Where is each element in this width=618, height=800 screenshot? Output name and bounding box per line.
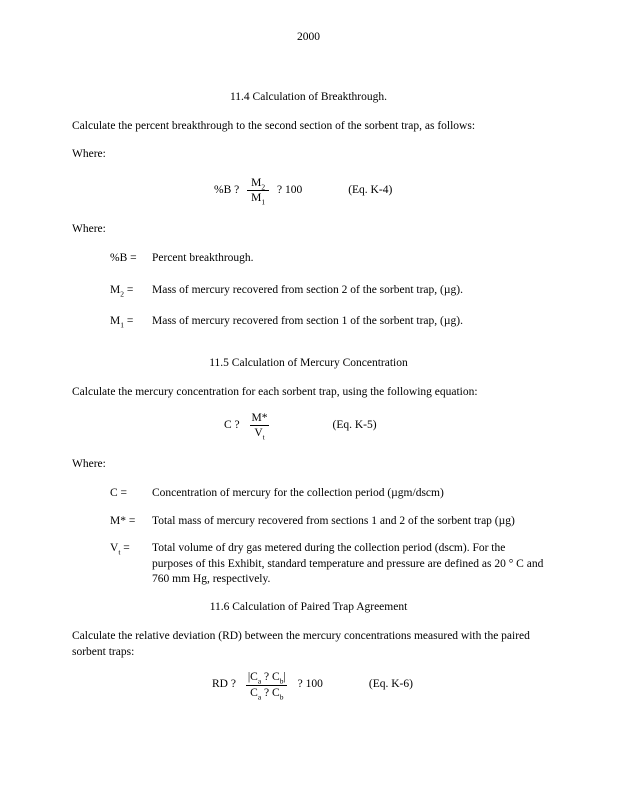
equation-k6-tag: (Eq. K-6) bbox=[368, 678, 413, 691]
equation-k4-body bbox=[214, 176, 302, 206]
section-heading-11-5: 11.5 Calculation of Mercury Concentration bbox=[209, 356, 408, 369]
definition-row bbox=[110, 541, 545, 588]
fraction-k6 bbox=[244, 670, 290, 700]
fraction-k6-denominator: $C_a$ ? $C_b$ bbox=[246, 685, 287, 700]
definition-term: M* = bbox=[110, 514, 136, 527]
paragraph-intro-11-4: Calculate the percent breakthrough to the second section of the sorbent trap, as follows: bbox=[72, 120, 476, 133]
definition-term: C = bbox=[110, 487, 128, 500]
equation-k4-rhs: ? 100 bbox=[274, 184, 303, 197]
paragraph-intro-11-6: Calculate the relative deviation (RD) between the mercury concentrations measured with the paired sorbent traps: bbox=[72, 630, 530, 658]
equation-k6-body bbox=[212, 670, 323, 700]
definition-text: Mass of mercury recovered from section 2 of the sorbent trap, (µg). bbox=[152, 283, 463, 296]
definition-term: %B = bbox=[110, 252, 137, 265]
definition-row bbox=[110, 251, 545, 267]
where-label-3: Where: bbox=[72, 457, 106, 470]
definition-term: $M_2$ = bbox=[110, 283, 134, 299]
equation-k4-tag: (Eq. K-4) bbox=[348, 184, 393, 197]
definition-text: Total mass of mercury recovered from sections 1 and 2 of the sorbent trap (µg) bbox=[152, 514, 515, 527]
equation-k5-tag: (Eq. K-5) bbox=[332, 419, 377, 432]
fraction-k6-numerator: $|C_a$ ? $C_b|$ bbox=[247, 671, 286, 686]
definition-term: $V_t$ = bbox=[110, 542, 130, 557]
fraction-k5-denominator: $V_t$ bbox=[250, 425, 268, 440]
definition-row bbox=[110, 514, 545, 530]
equation-k4 bbox=[214, 176, 545, 206]
paragraph-intro-11-5: Calculate the mercury concentration for each sorbent trap, using the following equation: bbox=[72, 386, 478, 399]
where-label-2: Where: bbox=[72, 222, 106, 235]
equation-k5-lhs: C ? bbox=[224, 419, 243, 432]
equation-k4-lhs: %B ? bbox=[214, 184, 243, 197]
definition-term: $M_1$ = bbox=[110, 315, 134, 330]
definition-row bbox=[110, 283, 545, 299]
definition-text: Concentration of mercury for the collection period (µgm/dscm) bbox=[152, 487, 444, 500]
fraction-k5-numerator: M* bbox=[251, 411, 268, 424]
fraction-k5 bbox=[248, 411, 272, 441]
equation-k5-body bbox=[224, 411, 277, 441]
section-heading-11-6: 11.6 Calculation of Paired Trap Agreement bbox=[209, 600, 408, 613]
fraction-k4-numerator: $M_2$ bbox=[251, 177, 266, 192]
definition-text: Total volume of dry gas metered during the collection period (dscm). For the purposes of this Exhibit, standard temperature and pressure are defined as 20 ° C and 760 mm Hg, respectively. bbox=[152, 542, 544, 586]
definition-row bbox=[110, 314, 545, 330]
fraction-k4-denominator: $M_1$ bbox=[247, 190, 269, 205]
definition-text: Percent breakthrough. bbox=[152, 252, 254, 265]
where-label-1: Where: bbox=[72, 147, 106, 160]
equation-k6-lhs: RD ? bbox=[212, 678, 239, 691]
definition-row bbox=[110, 486, 545, 502]
equation-k6-rhs: ? 100 bbox=[294, 678, 323, 691]
equation-k6 bbox=[212, 670, 545, 700]
equation-k5 bbox=[224, 411, 545, 441]
fraction-k4 bbox=[247, 176, 269, 206]
page-number: 2000 bbox=[297, 31, 320, 43]
definition-text: Mass of mercury recovered from section 1 of the sorbent trap, (µg). bbox=[152, 315, 463, 328]
section-heading-11-4: 11.4 Calculation of Breakthrough. bbox=[229, 90, 388, 103]
